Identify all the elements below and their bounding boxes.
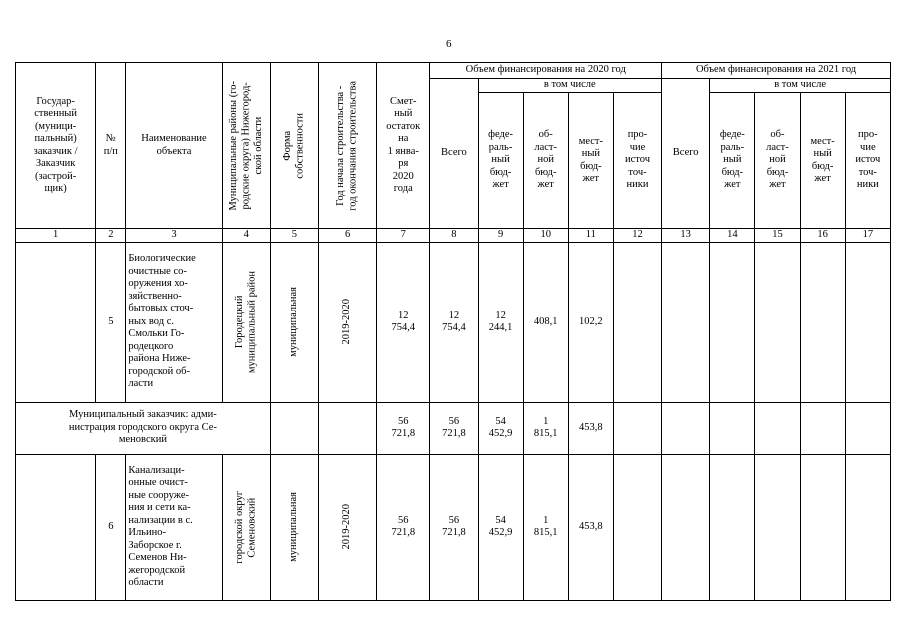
cell-estimate: 12 754,4 [377,242,430,402]
header-total-2020: Всего [430,79,478,229]
cell-other-2020 [613,242,661,402]
cell-regional-2020: 408,1 [523,242,568,402]
header-other-2021: про- чие источ точ- ники [845,93,890,229]
cell-federal-2020: 54 452,9 [478,454,523,600]
cell-other-2021 [845,402,890,454]
header-fin-2020: Объем финансирования на 2020 год [430,63,662,79]
cell-federal-2021 [710,454,755,600]
cell-other-2021 [845,454,890,600]
cell-local-2021 [800,242,845,402]
cell-federal-2020: 54 452,9 [478,402,523,454]
cell-estimate: 56 721,8 [377,402,430,454]
header-districts: Муниципальные районы (го- родские округа) Нижегород- ской области [222,63,270,229]
cell-total-2020: 56 721,8 [430,454,478,600]
column-number: 15 [755,229,800,243]
header-regional-2020: об- ласт- ной бюд- жет [523,93,568,229]
cell-federal-2021 [710,402,755,454]
cell-total-2021 [662,402,710,454]
column-number: 7 [377,229,430,243]
cell-federal-2020: 12 244,1 [478,242,523,402]
financing-table [15,62,891,601]
column-number-row [16,229,891,243]
table-row [16,454,891,600]
header-customer: Государ- ственный (муници- пальный) заказчик / Заказчик (застрой- щик) [16,63,96,229]
cell-total-2021 [662,242,710,402]
cell-local-2020: 102,2 [568,242,613,402]
cell-ownership [270,402,318,454]
cell-district: Городецкий муниципальный район [222,242,270,402]
column-number: 13 [662,229,710,243]
column-number: 4 [222,229,270,243]
cell-regional-2021 [755,242,800,402]
cell-years [318,402,376,454]
cell-years: 2019-2020 [318,242,376,402]
cell-object: Биологические очистные со- оружения хо- зяйственно- бытовых сточ- ных вод с. Смольки Го- родецкого района Ниже- городской об- ласти [126,242,222,402]
cell-regional-2021 [755,402,800,454]
column-number: 17 [845,229,890,243]
header-estimate: Смет- ный остаток на 1 янва- ря 2020 года [377,63,430,229]
column-number: 2 [96,229,126,243]
column-number: 6 [318,229,376,243]
page-number: 6 [446,38,452,50]
column-number: 8 [430,229,478,243]
cell-num: 6 [96,454,126,600]
header-federal-2021: феде- раль- ный бюд- жет [710,93,755,229]
header-including-2021: в том числе [710,79,891,93]
cell-customer [16,454,96,600]
cell-other-2021 [845,242,890,402]
header-object-name: Наименование объекта [126,63,222,229]
cell-district: городской округ Семеновский [222,454,270,600]
header-ownership: Форма собственности [270,63,318,229]
column-number: 14 [710,229,755,243]
table-row [16,242,891,402]
cell-ownership: муниципальная [270,242,318,402]
customer-subheader-row [16,402,891,454]
cell-object: Канализаци- онные очист- ные сооруже- ния и сети ка- нализации в с. Ильино- Заборское г. Семенов Ни- жегородской области [126,454,222,600]
header-fin-2021: Объем финансирования на 2021 год [662,63,891,79]
column-number: 5 [270,229,318,243]
header-including-2020: в том числе [478,79,662,93]
header-total-2021: Всего [662,79,710,229]
cell-customer [16,242,96,402]
cell-total-2021 [662,454,710,600]
cell-estimate: 56 721,8 [377,454,430,600]
cell-total-2020: 56 721,8 [430,402,478,454]
cell-federal-2021 [710,242,755,402]
cell-regional-2020: 1 815,1 [523,454,568,600]
header-num: № п/п [96,63,126,229]
column-number: 3 [126,229,222,243]
cell-regional-2020: 1 815,1 [523,402,568,454]
cell-other-2020 [613,454,661,600]
cell-local-2020: 453,8 [568,454,613,600]
column-number: 1 [16,229,96,243]
column-number: 16 [800,229,845,243]
cell-local-2020: 453,8 [568,402,613,454]
header-local-2020: мест- ный бюд- жет [568,93,613,229]
cell-ownership: муниципальная [270,454,318,600]
cell-regional-2021 [755,454,800,600]
cell-local-2021 [800,454,845,600]
cell-total-2020: 12 754,4 [430,242,478,402]
cell-local-2021 [800,402,845,454]
cell-years: 2019-2020 [318,454,376,600]
column-number: 10 [523,229,568,243]
customer-subheader-text: Муниципальный заказчик: адми- нистрация городского округа Се- меновский [16,402,271,454]
header-regional-2021: об- ласт- ной бюд- жет [755,93,800,229]
column-number: 12 [613,229,661,243]
header-other-2020: про- чие источ точ- ники [613,93,661,229]
header-federal-2020: феде- раль- ный бюд- жет [478,93,523,229]
cell-other-2020 [613,402,661,454]
header-years: Год начала строительства - год окончания строительства [318,63,376,229]
cell-num: 5 [96,242,126,402]
header-local-2021: мест- ный бюд- жет [800,93,845,229]
column-number: 11 [568,229,613,243]
column-number: 9 [478,229,523,243]
